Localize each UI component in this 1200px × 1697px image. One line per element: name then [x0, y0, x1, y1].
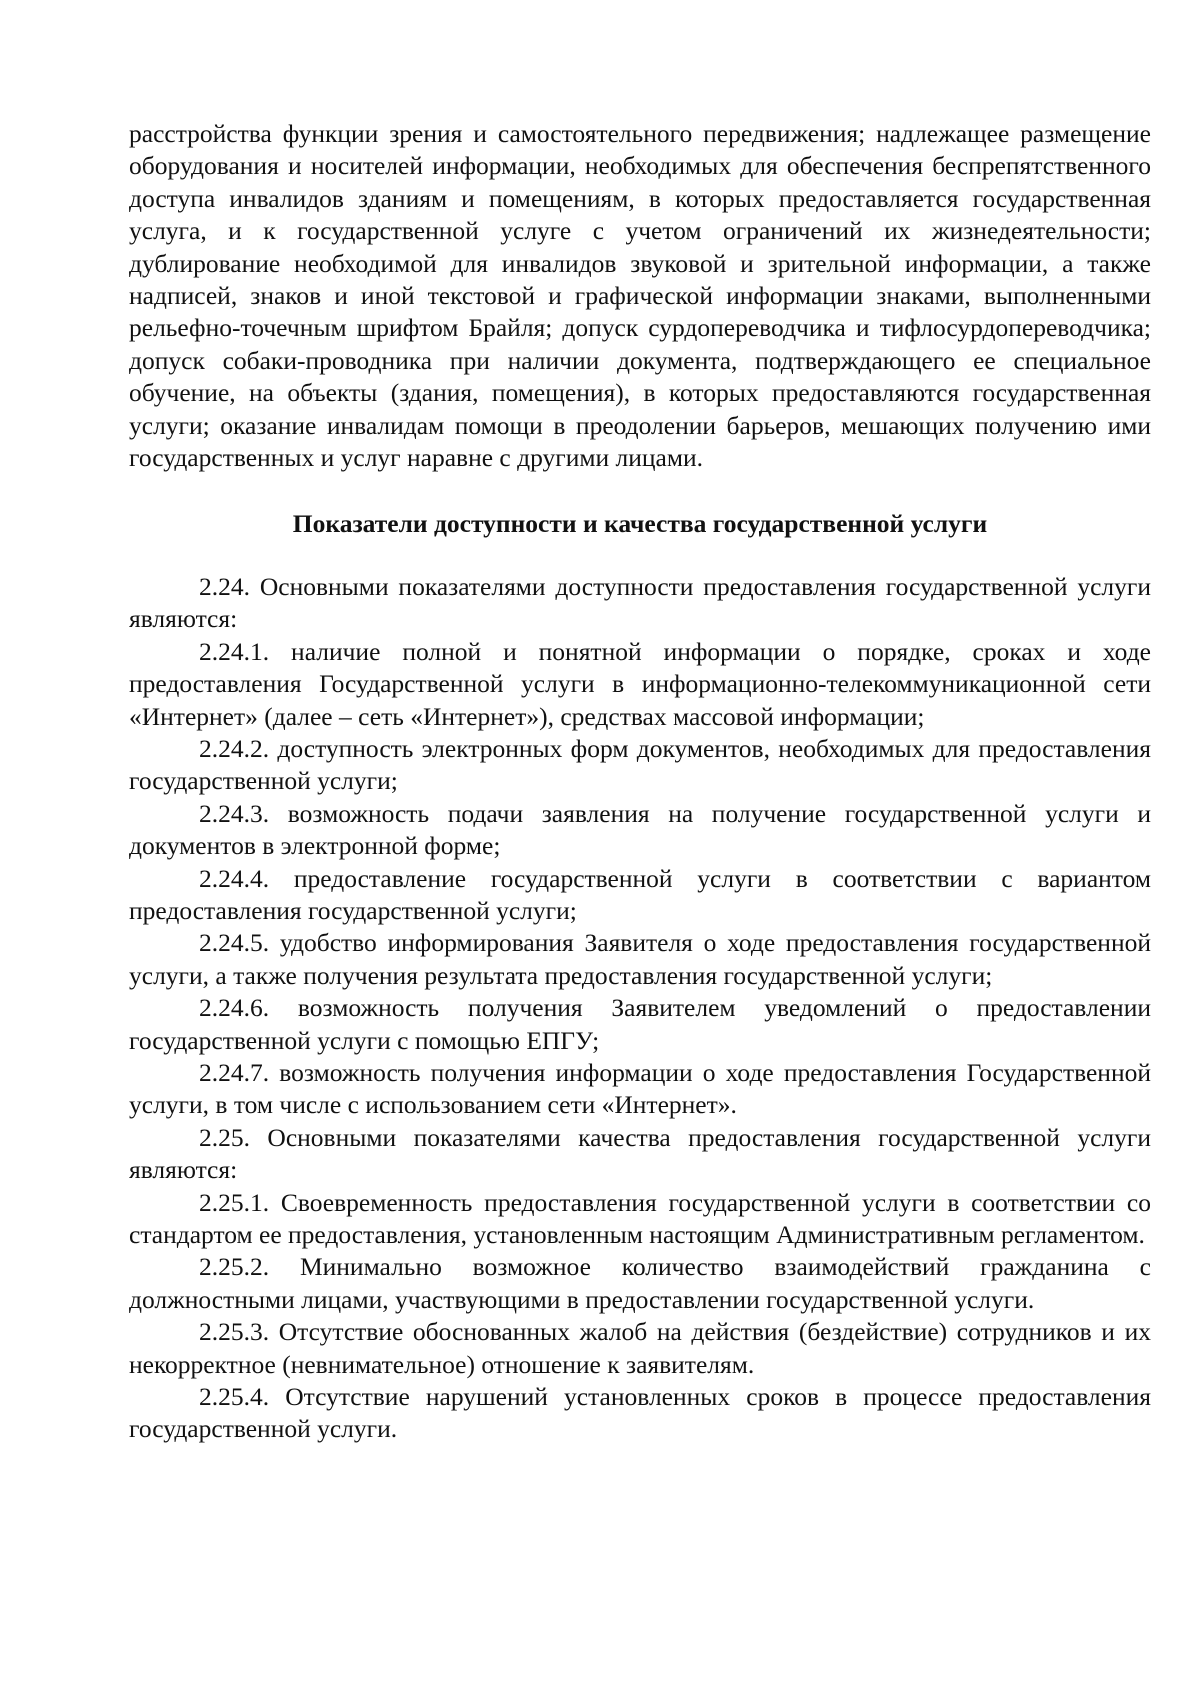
paragraph-2-25: 2.25. Основными показателями качества предоставления государственной услуги являются: [129, 1122, 1151, 1185]
paragraph-2-24-4: 2.24.4. предоставление государственной услуги в соответствии с вариантом предоставления государственной услуги; [129, 863, 1151, 925]
paragraph-2-24: 2.24. Основными показателями доступности предоставления государственной услуги являются: [129, 571, 1151, 634]
paragraph-2-25-4: 2.25.4. Отсутствие нарушений установленных сроков в процессе предоставления государственной услуги. [129, 1382, 1151, 1444]
section-heading: Показатели доступности и качества государственной услуги [292, 509, 988, 539]
document-body [129, 118, 1151, 1446]
paragraph-2-24-6: 2.24.6. возможность получения Заявителем уведомлений о предоставлении государственной услуги с помощью ЕПГУ; [129, 993, 1151, 1055]
intro-paragraph: расстройства функции зрения и самостоятельного передвижения; надлежащее размещение оборудования и носителей информации, необходимых для обеспечения беспрепятственного доступа инвалидов зданиям и помещениям, в которых предоставляется государственная услуга, и к государственной услуге с учетом ограничений их жизнедеятельности; дублирование необходимой для инвалидов звуковой и зрительной информации, а также надписей, знаков и иной текстовой и графической информации знаками, выполненными рельефно-точечным шрифтом Брайля; допуск сурдопереводчика и тифлосурдопереводчика; допуск собаки-проводника при наличии документа, подтверждающего ее специальное обучение, на объекты (здания, помещения), в которых предоставляются государственная услуги; оказание инвалидам помощи в преодолении барьеров, мешающих получению ими государственных и услуг наравне с другими лицами. [129, 119, 1151, 473]
paragraph-2-24-2: 2.24.2. доступность электронных форм документов, необходимых для предоставления государственной услуги; [129, 733, 1151, 796]
paragraph-2-25-1: 2.25.1. Своевременность предоставления государственной услуги в соответствии со стандартом ее предоставления, установленным настоящим Административным регламентом. [129, 1187, 1151, 1249]
paragraph-2-25-2: 2.25.2. Минимально возможное количество взаимодействий гражданина с должностными лицами, участвующими в предоставлении государственной услуги. [129, 1252, 1151, 1314]
paragraph-2-24-5: 2.24.5. удобство информирования Заявителя о ходе предоставления государственной услуги, а также получения результата предоставления государственной услуги; [129, 928, 1151, 990]
paragraph-2-24-7: 2.24.7. возможность получения информации о ходе предоставления Государственной услуги, в том числе с использованием сети «Интернет». [129, 1057, 1151, 1120]
paragraph-2-24-1: 2.24.1. наличие полной и понятной информации о порядке, сроках и ходе предоставления Государственной услуги в информационно-телекоммуникационной сети «Интернет» (далее – сеть «Интернет»), средствах массовой информации; [129, 636, 1151, 731]
paragraph-2-25-3: 2.25.3. Отсутствие обоснованных жалоб на действия (бездействие) сотрудников и их некорректное (невнимательное) отношение к заявителям. [129, 1317, 1151, 1379]
paragraph-2-24-3: 2.24.3. возможность подачи заявления на получение государственной услуги и документов в электронной форме; [129, 798, 1151, 861]
